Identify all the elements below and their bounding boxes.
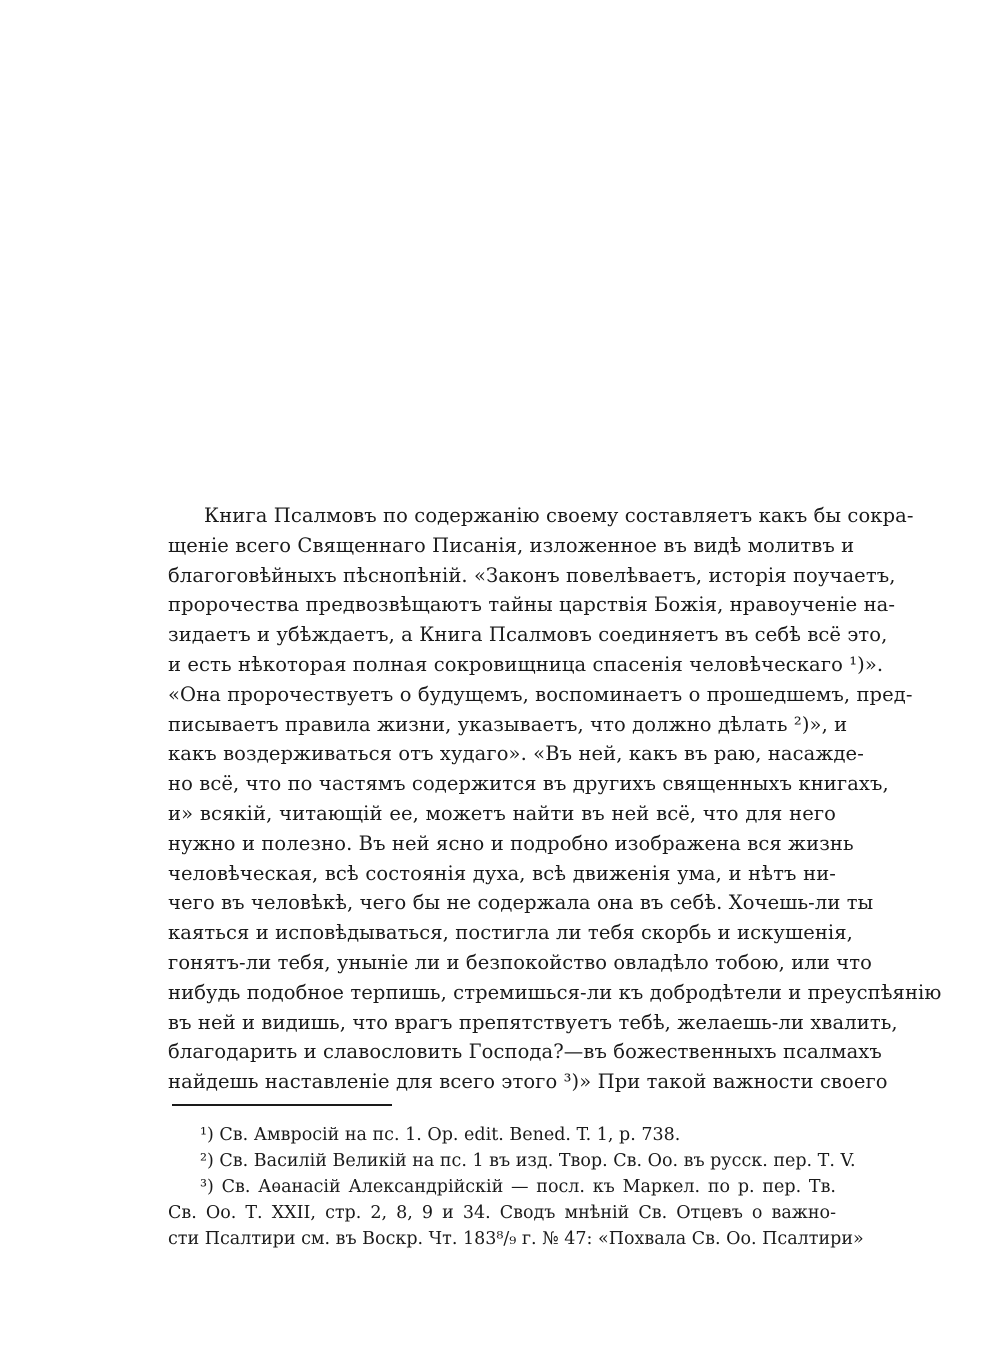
paragraph-line: зидаетъ и убѣждаетъ, а Книга Псалмовъ соединяетъ въ себѣ всё это, (168, 623, 888, 647)
paragraph-line: нибудь подобное терпишь, стремишься-ли къ добродѣтели и преуспѣянію (168, 980, 942, 1004)
paragraph-line: найдешь наставленіе для всего этого ³)» При такой важности своего (168, 1070, 888, 1094)
footnote-3-continued: Св. Оо. Т. XXII, стр. 2, 8, 9 и 34. Сводъ мнѣній Св. Отцевъ о важно- (168, 1203, 836, 1223)
paragraph-line: чего въ человѣкѣ, чего бы не содержала она въ себѣ. Хочешь-ли ты (168, 891, 874, 915)
footnote-2: ²) Св. Василій Великій на пс. 1 въ изд. Твор. Св. Оо. въ русск. пер. Т. V. (200, 1151, 856, 1171)
paragraph-line: какъ воздерживаться отъ худаго». «Въ ней, какъ въ раю, насажде- (168, 742, 864, 766)
paragraph-line: но всё, что по частямъ содержится въ другихъ священныхъ книгахъ, (168, 772, 889, 796)
footnote-divider (172, 1104, 392, 1106)
main-paragraph (168, 501, 942, 1097)
paragraph-line: писываетъ правила жизни, указываетъ, что должно дѣлать ²)», и (168, 712, 848, 736)
paragraph-line: нужно и полезно. Въ ней ясно и подробно изображена вся жизнь (168, 831, 854, 855)
footnote-3-continued: сти Псалтири см. въ Воскр. Чт. 183⁸/₉ г. № 47: «Похвала Св. Оо. Псалтири» (168, 1229, 864, 1249)
paragraph-line: человѣческая, всѣ состоянія духа, всѣ движенія ума, и нѣтъ ни- (168, 861, 836, 885)
footnote-1: ¹) Св. Амвросій на пс. 1. Op. edit. Bened. T. 1, p. 738. (200, 1125, 681, 1145)
paragraph-line: каяться и исповѣдываться, постигла ли тебя скорбь и искушенія, (168, 921, 853, 945)
paragraph-line: благодарить и славословить Господа?—въ божественныхъ псалмахъ (168, 1040, 882, 1064)
paragraph-line: благоговѣйныхъ пѣснопѣній. «Законъ повелѣваетъ, исторія поучаетъ, (168, 563, 896, 587)
paragraph-line: гонятъ-ли тебя, уныніе ли и безпокойство овладѣло тобою, или что (168, 950, 872, 974)
paragraph-line: и» всякій, читающій ее, можетъ найти въ ней всё, что для него (168, 801, 836, 825)
paragraph-line: Книга Псалмовъ по содержанію своему составляетъ какъ бы сокра- (204, 504, 914, 527)
paragraph-line: въ ней и видишь, что врагъ препятствуетъ тебѣ, желаешь-ли хвалить, (168, 1010, 898, 1034)
paragraph-line: пророчества предвозвѣщаютъ тайны царствія Божія, нравоученіе на- (168, 593, 896, 617)
paragraph-line: щеніе всего Священнаго Писанія, изложенное въ видѣ молитвъ и (168, 533, 855, 557)
paragraph-line: «Она пророчествуетъ о будущемъ, воспоминаетъ о прошедшемъ, пред- (168, 682, 913, 706)
paragraph-line: и есть нѣкоторая полная сокровищница спасенія человѣческаго ¹)». (168, 652, 884, 676)
footnotes (168, 1122, 864, 1252)
footnote-3: ³) Св. Аѳанасій Александрійскій — посл. къ Маркел. по р. пер. Тв. (200, 1177, 836, 1197)
